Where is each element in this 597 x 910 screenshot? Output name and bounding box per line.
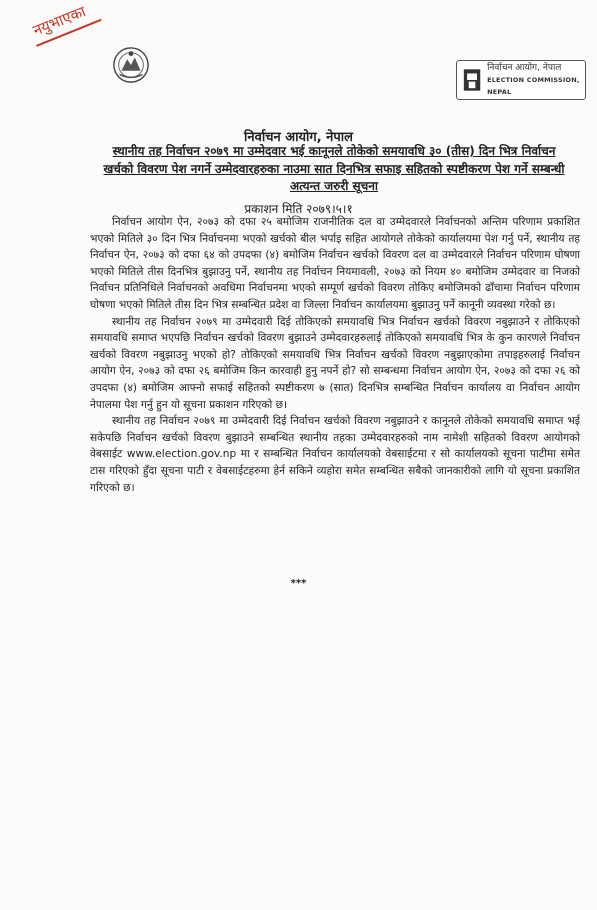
election-commission-logo <box>456 60 586 100</box>
publication-date: प्रकाशन मिति २०७९।५।१ <box>244 202 353 216</box>
logo-text-english: ELECTION COMMISSION, NEPAL <box>487 76 580 96</box>
government-emblem-icon <box>112 46 150 84</box>
paragraph-3: स्थानीय तह निर्वाचन २०७९ मा उम्मेदवारी दिई निर्वाचन खर्चको विवरण नबुझाउने र कानूनले तोकेको समयावधि समाप्त भई सकेपछि निर्वाचन खर्चको विवरण बुझाउने सम्बन्धित स्थानीय तहका उम्मेदवारहरुको नाम नामेशी सहितको विवरण आयोगको वेबसाईट www.election.gov.np मा र सम्बन्धित निर्वाचन कार्यालयको वेबसाईटमा र सो कार्यालयको सूचना पाटीमा समेत टास गरिएको हुँदा सूचना पाटी र वेबसाईटहरुमा हेर्न सकिने व्यहोरा समेत सम्बन्धित सबैको जानकारीको लागि यो सूचना प्रकाशित गरिएको छ। <box>90 415 580 494</box>
end-mark: *** <box>290 578 307 589</box>
paragraph-2: स्थानीय तह निर्वाचन २०७९ मा उम्मेदवारी दिई तोकिएको समयावधि भित्र निर्वाचन खर्चको विवरण नबुझाउने र तोकिएको समयावधि समाप्त भएपछि निर्वाचन खर्चको विवरण बुझाउने उम्मेदवारहरुलाई तोकिएको समयावधि भित्र के कुन कारणले निर्वाचन खर्चको विवरण नबुझाउनु भएको हो? तोकिएको समयावधि भित्र निर्वाचन खर्चको विवरण नबुझाएकोमा तपाइहरुलाई निर्वाचन आयोग ऐन, २०७३ को दफा २६ बमोजिम किन कारवाही हुनु नपर्ने हो? सो सम्बन्धमा निर्वाचन आयोग ऐन, २०७३ को दफा २६ को उपदफा (४) बमोजिम आफ्नो सफाई सहितको स्पष्टीकरण ७ (सात) दिनभित्र सम्बन्धित निर्वाचन कार्यालय वा निर्वाचन आयोग नेपालमा पेश गर्नु हुन यो सूचना प्रकाशन गरिएको छ। <box>90 315 580 411</box>
handwritten-stamp: नयुभाएका <box>30 2 89 40</box>
notice-title: स्थानीय तह निर्वाचन २०७९ मा उम्मेदवार भई कानूनले तोकेको समयावधि ३० (तीस) दिन भित्र निर्वाचन खर्चको विवरण पेश नगर्ने उम्मेदवारहरुका नाउमा सात दिनभित्र सफाइ सहितको स्पष्टीकरण पेश गर्ने सम्बन्धी अत्यन्त जरुरी सूचना <box>103 144 565 193</box>
logo-text-nepali: निर्वाचन आयोग, नेपाल <box>487 63 562 73</box>
paragraph-1: निर्वाचन आयोग ऐन, २०७३ को दफा २५ बमोजिम राजनीतिक दल वा उम्मेदवारले निर्वाचनको अन्तिम परिणाम प्रकाशित भएको मितिले ३० दिन भित्र निर्वाचनमा भएको खर्चको बील भर्पाइ सहित आयोगले तोकेको कार्यालयमा पेश गर्नु पर्ने, स्थानीय तह निर्वाचन ऐन, २०७३ को दफा ६४ को उपदफा (४) बमोजिम निर्वाचन खर्चको विवरण दल वा उम्मेदवारले निर्वाचन परिणाम घोषणा भएको मितिले तीस दिनभित्र बुझाउनु पर्ने, स्थानीय तह निर्वाचन नियमावली, २०७३ को नियम ४० बमोजिम उम्मेदवार वा निजको निर्वाचन प्रतिनिधिले निर्वाचनको अवधिमा निर्वाचनमा भएको सम्पूर्ण खर्चको विवरण तोकिए बमोजिमको ढाँचामा निर्वाचन परिणाम घोषणा भएको मितिले तीस दिन भित्र सम्बन्धित प्रदेश वा जिल्ला निर्वाचन कार्यालयमा बुझाउनु पर्ने कानूनी व्यवस्था गरेको छ। <box>90 216 580 311</box>
organization-name: निर्वाचन आयोग, नेपाल <box>244 130 353 145</box>
election-commission-logo-icon <box>463 66 481 94</box>
notice-body <box>90 214 580 496</box>
